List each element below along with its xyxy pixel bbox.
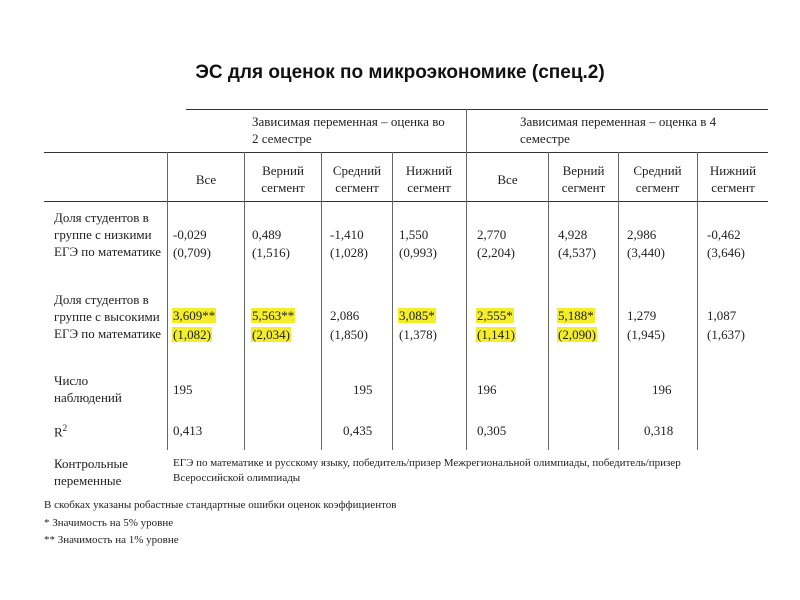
group-header: Зависимая переменная – оценка в 4 семестре bbox=[520, 114, 717, 146]
controls-text: Всероссийской олимпиады bbox=[173, 472, 301, 484]
r2-cell: 0,305 bbox=[477, 423, 507, 438]
se-cell: (1,850) bbox=[330, 327, 368, 342]
label-divider bbox=[167, 152, 168, 450]
observations-cell: 195 bbox=[173, 382, 193, 397]
coef-cell: 0,489 bbox=[252, 227, 282, 242]
se-cell: (3,440) bbox=[627, 245, 665, 260]
footnote: ** Значимость на 1% уровне bbox=[44, 534, 179, 546]
row-label-controls: Контрольные переменные bbox=[54, 456, 129, 488]
se-cell: (1,637) bbox=[707, 327, 745, 342]
column-divider bbox=[321, 152, 322, 450]
column-header: Средний сегмент bbox=[332, 163, 382, 195]
coef-cell-significant: 3,085* bbox=[399, 308, 435, 323]
row-label-high-ege: Доля студентов в группе с высокими ЕГЭ по математике bbox=[54, 292, 161, 341]
group-header: Зависимая переменная – оценка во 2 семестре bbox=[252, 114, 445, 146]
se-cell-significant: (2,034) bbox=[252, 327, 290, 342]
observations-cell: 196 bbox=[477, 382, 497, 397]
coef-cell-significant: 5,563** bbox=[252, 308, 295, 323]
se-cell: (1,028) bbox=[330, 245, 368, 260]
controls-text: ЕГЭ по математике и русскому языку, победитель/призер Межрегиональной олимпиады, победитель/призер bbox=[173, 457, 681, 469]
se-cell: (3,646) bbox=[707, 245, 745, 260]
coef-cell: 2,086 bbox=[330, 308, 360, 323]
se-cell: (1,516) bbox=[252, 245, 290, 260]
footnote: * Значимость на 5% уровне bbox=[44, 517, 174, 529]
column-divider bbox=[392, 152, 393, 450]
column-divider bbox=[618, 152, 619, 450]
row-label-r2 bbox=[54, 420, 67, 440]
se-cell-significant: (1,141) bbox=[477, 327, 515, 342]
group-divider bbox=[466, 109, 467, 450]
r2-cell: 0,318 bbox=[644, 423, 674, 438]
r2-superscript: 2 bbox=[62, 423, 68, 433]
coef-cell-significant: 5,188* bbox=[558, 308, 594, 323]
se-cell: (1,945) bbox=[627, 327, 665, 342]
r2-cell: 0,413 bbox=[173, 423, 203, 438]
column-header-rule bbox=[44, 201, 768, 202]
column-divider bbox=[244, 152, 245, 450]
coef-cell-significant: 3,609** bbox=[173, 308, 216, 323]
column-header: Верний сегмент bbox=[261, 163, 305, 195]
coef-cell: 1,087 bbox=[707, 308, 737, 323]
coef-cell-significant: 2,555* bbox=[477, 308, 513, 323]
coef-cell: 1,550 bbox=[399, 227, 429, 242]
se-cell: (0,993) bbox=[399, 245, 437, 260]
se-cell: (1,378) bbox=[399, 327, 437, 342]
column-header: Верний сегмент bbox=[561, 163, 606, 195]
se-cell: (0,709) bbox=[173, 245, 211, 260]
r2-symbol: R bbox=[54, 424, 63, 440]
se-cell: (4,537) bbox=[558, 245, 596, 260]
column-header: Все bbox=[497, 172, 518, 187]
column-header: Нижний сегмент bbox=[709, 163, 757, 195]
table-top-rule bbox=[186, 109, 768, 110]
coef-cell: 1,279 bbox=[627, 308, 657, 323]
column-header: Все bbox=[195, 172, 217, 187]
se-cell: (2,204) bbox=[477, 245, 515, 260]
row-label-observations: Число наблюдений bbox=[54, 373, 122, 405]
coef-cell: 2,770 bbox=[477, 227, 507, 242]
row-label-low-ege: Доля студентов в группе с низкими ЕГЭ по математике bbox=[54, 210, 161, 259]
observations-cell: 195 bbox=[353, 382, 373, 397]
coef-cell: -0,029 bbox=[173, 227, 207, 242]
column-header: Средний сегмент bbox=[633, 163, 682, 195]
header-rule bbox=[44, 152, 768, 153]
column-divider bbox=[697, 152, 698, 450]
column-divider bbox=[548, 152, 549, 450]
coef-cell: -1,410 bbox=[330, 227, 364, 242]
se-cell-significant: (1,082) bbox=[173, 327, 211, 342]
coef-cell: 4,928 bbox=[558, 227, 588, 242]
column-header: Нижний сегмент bbox=[405, 163, 453, 195]
observations-cell: 196 bbox=[652, 382, 672, 397]
r2-cell: 0,435 bbox=[343, 423, 373, 438]
se-cell-significant: (2,090) bbox=[558, 327, 596, 342]
coef-cell: 2,986 bbox=[627, 227, 657, 242]
coef-cell: -0,462 bbox=[707, 227, 741, 242]
footnote: В скобках указаны робастные стандартные ошибки оценок коэффициентов bbox=[44, 499, 397, 511]
page-title: ЭС для оценок по микроэкономике (спец.2) bbox=[195, 62, 605, 83]
